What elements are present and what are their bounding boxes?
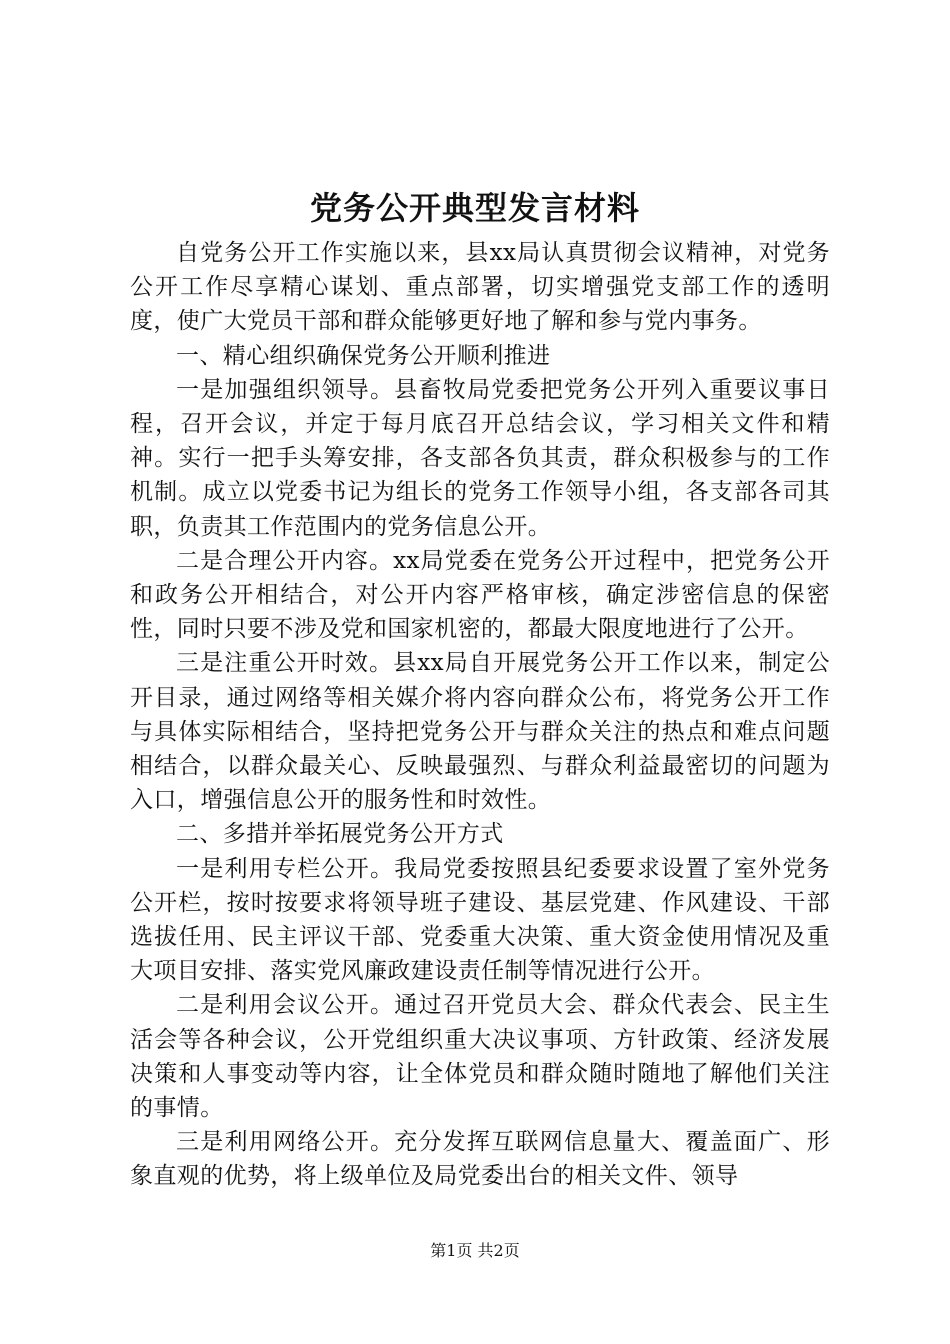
page-number-footer: 第1页 共2页 [430,1241,520,1260]
paragraph-bulletin-board: 一是利用专栏公开。我局党委按照县纪委要求设置了室外党务公开栏，按时按要求将领导班子建设、基层党建、作风建设、干部选拔任用、民主评议干部、党委重大决策、重大资金使用情况及重大项目安排、落实党风廉政建设责任制等情况进行公开。 [130,855,830,985]
paragraph-timeliness: 三是注重公开时效。县xx局自开展党务公开工作以来，制定公开目录，通过网络等相关媒介将内容向群众公布，将党务公开工作与具体实际相结合，坚持把党务公开与群众关注的热点和难点问题相结合，以群众最关心、反映最强烈、与群众利益最密切的问题为入口，增强信息公开的服务性和时效性。 [130,650,830,814]
paragraph-content-disclosure: 二是合理公开内容。xx局党委在党务公开过程中，把党务公开和政务公开相结合，对公开内容严格审核，确定涉密信息的保密性，同时只要不涉及党和国家机密的，都最大限度地进行了公开。 [130,547,830,643]
document-title: 党务公开典型发言材料 [309,189,640,227]
document-body [130,236,830,1194]
paragraph-meetings: 二是利用会议公开。通过召开党员大会、群众代表会、民主生活会等各种会议，公开党组织重大决议事项、方针政策、经济发展决策和人事变动等内容，让全体党员和群众随时随地了解他们关注的事情。 [130,992,830,1122]
paragraph-network: 三是利用网络公开。充分发挥互联网信息量大、覆盖面广、形象直观的优势，将上级单位及局党委出台的相关文件、领导 [130,1129,830,1190]
paragraph-organization-leadership: 一是加强组织领导。县畜牧局党委把党务公开列入重要议事日程，召开会议，并定于每月底召开总结会议，学习相关文件和精神。实行一把手头筹安排，各支部各负其责，群众积极参与的工作机制。成立以党委书记为组长的党务工作领导小组，各支部各司其职，负责其工作范围内的党务信息公开。 [130,376,830,540]
section-heading-2: 二、多措并举拓展党务公开方式 [176,821,504,848]
paragraph-intro: 自党务公开工作实施以来，县xx局认真贯彻会议精神，对党务公开工作尽享精心谋划、重点部署，切实增强党支部工作的透明度，使广大党员干部和群众能够更好地了解和参与党内事务。 [130,240,830,335]
section-heading-1: 一、精心组织确保党务公开顺利推进 [176,342,551,369]
